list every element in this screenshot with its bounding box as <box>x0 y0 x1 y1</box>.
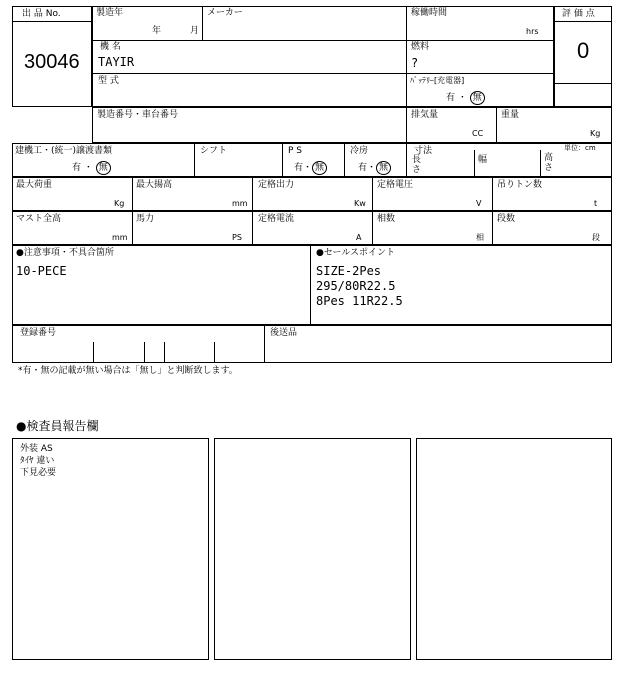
weight-label: 重量 <box>501 110 520 120</box>
max-load-label: 最大荷重 <box>16 180 53 190</box>
stages-unit: 段 <box>592 233 600 242</box>
year-unit: 年 <box>152 26 162 36</box>
model-value: TAYIR <box>98 55 135 69</box>
footnote: *有・無の記載が無い場合は「無し」と判断致します。 <box>18 366 238 376</box>
hoist-ton-label: 吊りトン数 <box>497 180 543 190</box>
sales-point-line-1: SIZE-2Pes <box>316 264 382 278</box>
transfer-yes-no: 有 ・ 無 <box>72 161 111 175</box>
max-lift-label: 最大揚高 <box>136 180 173 190</box>
width-label: 幅 <box>478 155 488 165</box>
shift-label: シフト <box>200 146 228 156</box>
inspector-box-3 <box>416 438 612 660</box>
ps-yes-no: 有・ 無 <box>294 161 327 175</box>
battery-no-circled: 無 <box>470 91 485 105</box>
sales-point-line-3: 8Pes 11R22.5 <box>316 294 403 308</box>
length-label-2: さ <box>412 165 422 175</box>
mast-height-label: マスト全高 <box>16 214 62 224</box>
ac-label: 冷房 <box>350 146 369 156</box>
phase-unit: 相 <box>476 233 484 242</box>
battery-label: ﾊﾞｯﾃﾘｰ[充電器] <box>410 76 465 85</box>
horsepower-unit: PS <box>232 233 242 242</box>
battery-yes-no: 有 ・ 無 <box>446 91 485 105</box>
inspector-line-1: 外装 AS <box>20 444 53 454</box>
length-label: 長 <box>412 155 422 165</box>
rated-voltage-label: 定格電圧 <box>377 180 414 190</box>
month-unit: 月 <box>190 26 200 36</box>
shipping-items-label: 後送品 <box>270 328 298 338</box>
max-lift-unit: mm <box>232 199 248 208</box>
registration-number-label: 登録番号 <box>20 328 57 338</box>
sales-point-line-2: 295/80R22.5 <box>316 279 396 293</box>
rated-current-label: 定格電流 <box>258 214 295 224</box>
score-label: 評 価 点 <box>562 9 595 19</box>
height-label-2: さ <box>544 163 554 173</box>
rated-voltage-unit: V <box>476 199 482 208</box>
sales-point-label: ●セールスポイント <box>316 248 396 258</box>
inspector-line-2: ﾀｲﾔ 違い <box>20 456 55 466</box>
hoist-ton-unit: t <box>594 199 598 208</box>
height-label: 高 <box>544 153 554 163</box>
maker-label: メーカー <box>207 8 243 18</box>
dimensions-label: 寸法 <box>414 146 433 156</box>
displacement-unit: CC <box>472 129 484 138</box>
max-load-unit: Kg <box>114 199 125 208</box>
score-value: 0 <box>577 38 590 63</box>
caution-text: 10-PECE <box>16 264 67 278</box>
displacement-label: 排気量 <box>411 110 439 120</box>
phase-label: 相数 <box>377 214 396 224</box>
ac-no-circled: 無 <box>376 161 391 175</box>
registration-row <box>12 325 612 363</box>
fuel-label: 燃料 <box>411 42 430 52</box>
manufacture-year-label: 製造年 <box>96 8 124 18</box>
ps-label: P S <box>288 146 303 156</box>
fuel-value: ? <box>411 56 419 70</box>
ac-yes-no: 有・ 無 <box>358 161 391 175</box>
spec-row-2 <box>12 211 612 245</box>
inspector-report-title: ●検査員報告欄 <box>16 419 99 433</box>
operating-hours-label: 稼働時間 <box>411 8 448 18</box>
lot-number-label: 出 品 No. <box>22 9 61 19</box>
inspector-box-2 <box>214 438 411 660</box>
rated-current-unit: A <box>356 233 362 242</box>
type-label: 型 式 <box>98 76 119 86</box>
serial-number-label: 製造番号・車台番号 <box>97 110 179 120</box>
rated-output-label: 定格出力 <box>258 180 295 190</box>
caution-label: ●注意事項・不具合箇所 <box>16 248 114 258</box>
mast-height-unit: mm <box>112 233 128 242</box>
inspector-line-3: 下見必要 <box>20 468 57 478</box>
stages-label: 段数 <box>497 214 516 224</box>
weight-unit: Kg <box>590 129 601 138</box>
hours-unit: hrs <box>526 27 539 36</box>
transfer-docs-label: 建機工・(統一)譲渡書類 <box>15 146 113 156</box>
rated-output-unit: Kw <box>354 199 366 208</box>
transfer-no-circled: 無 <box>96 161 111 175</box>
lot-number-value: 30046 <box>24 51 80 73</box>
horsepower-label: 馬力 <box>136 214 155 224</box>
model-label: 機 名 <box>100 42 121 52</box>
dimensions-unit-note: 単位：cm <box>564 144 596 152</box>
ps-no-circled: 無 <box>312 161 327 175</box>
